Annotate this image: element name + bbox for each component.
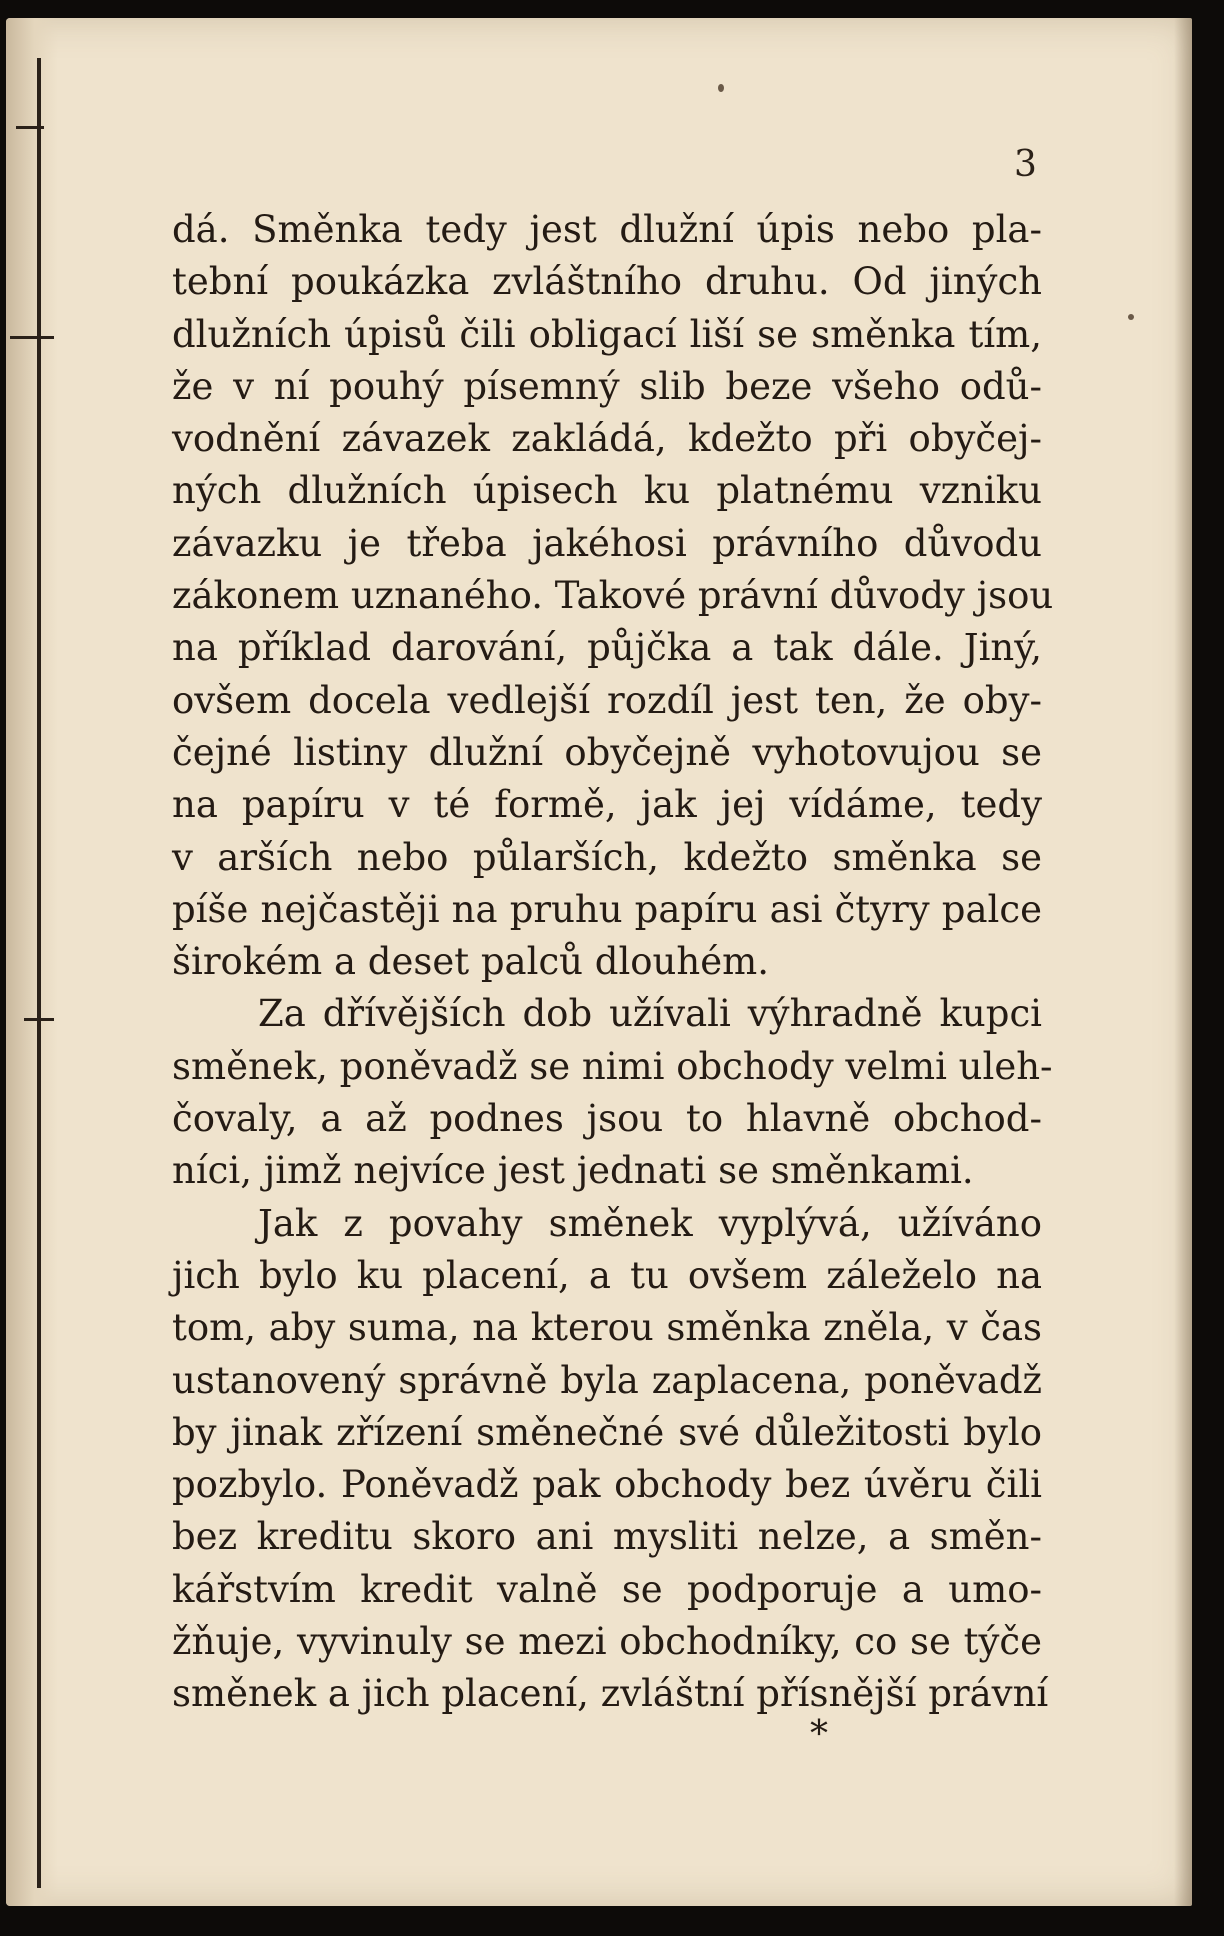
text-line: ných dlužních úpisech ku platnému vzniku [172, 469, 1042, 513]
spine-stitch [10, 336, 54, 339]
signature-mark: * [810, 1714, 828, 1755]
text-line: v arších nebo půlarších, kdežto směnka se [172, 835, 1042, 879]
text-line: níci, jimž nejvíce jest jednati se směnkami. [172, 1149, 974, 1193]
text-line: na příklad darování, půjčka a tak dále. Jiný, [172, 626, 1042, 670]
spine-stitch [24, 1018, 54, 1021]
text-line: Jak z povahy směnek vyplývá, užíváno [258, 1201, 1042, 1245]
page-edge-shadow [1174, 18, 1192, 1906]
text-line: žňuje, vyvinuly se mezi obchodníky, co se týče [172, 1620, 1042, 1664]
text-line: vodnění závazek zakládá, kdežto při obyčej- [172, 417, 1042, 461]
text-line: směnek a jich placení, zvláštní přísnější právní [172, 1672, 1049, 1716]
text-line: kářstvím kredit valně se podporuje a umo- [172, 1567, 1042, 1611]
text-line: bez kreditu skoro ani mysliti nelze, a směn- [172, 1515, 1042, 1559]
text-line: zákonem uznaného. Takové právní důvody jsou [172, 574, 1054, 618]
text-line: píše nejčastěji na pruhu papíru asi čtyry palce [172, 887, 1042, 931]
page-number: 3 [1014, 144, 1037, 185]
text-line: směnek, poněvadž se nimi obchody velmi uleh- [172, 1044, 1053, 1088]
text-line: ovšem docela vedlejší rozdíl jest ten, že oby- [172, 678, 1042, 722]
text-line: Za dřívějších dob užívali výhradně kupci [258, 992, 1042, 1036]
text-line: na papíru v té formě, jak jej vídáme, tedy [172, 783, 1042, 827]
text-line: dlužních úpisů čili obligací liší se směnka tím, [172, 312, 1042, 356]
spine-thread [37, 58, 41, 1888]
binding-shadow [6, 18, 58, 1906]
text-line: tom, aby suma, na kterou směnka zněla, v čas [172, 1306, 1042, 1350]
book-page [6, 18, 1192, 1906]
text-line: tební poukázka zvláštního druhu. Od jiných [172, 260, 1042, 304]
text-line: čejné listiny dlužní obyčejně vyhotovujou se [172, 730, 1042, 774]
text-line: by jinak zřízení směnečné své důležitosti bylo [172, 1410, 1042, 1454]
text-line: že v ní pouhý písemný slib beze všeho odů- [172, 364, 1042, 408]
text-line: jich bylo ku placení, a tu ovšem záleželo na [172, 1253, 1042, 1297]
text-line: širokém a deset palců dlouhém. [172, 940, 769, 984]
text-line: čovaly, a až podnes jsou to hlavně obchod- [172, 1097, 1042, 1141]
paper-speck [718, 84, 724, 92]
body-text [172, 204, 1054, 1721]
text-line: závazku je třeba jakéhosi právního důvodu [172, 521, 1042, 565]
text-line: pozbylo. Poněvadž pak obchody bez úvěru čili [172, 1463, 1042, 1507]
paper-speck [1128, 314, 1134, 320]
text-line: ustanovený správně byla zaplacena, poněvadž [172, 1358, 1042, 1402]
text-line: dá. Směnka tedy jest dlužní úpis nebo pla- [172, 208, 1042, 251]
spine-stitch [16, 126, 44, 129]
